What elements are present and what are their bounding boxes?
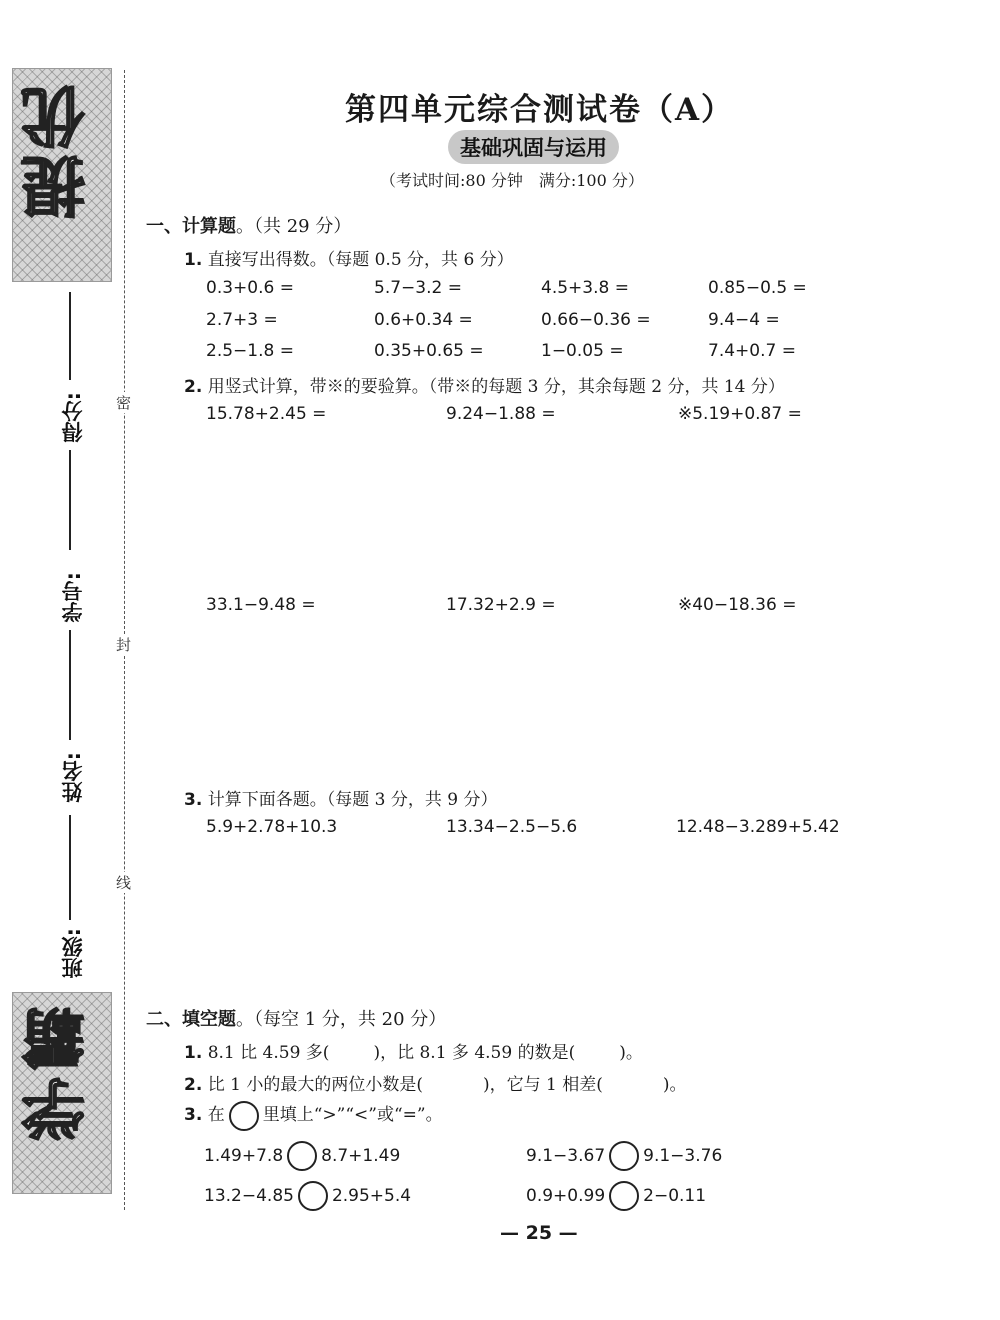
compare-left: 0.9+0.99 bbox=[526, 1186, 606, 1206]
section1-note: 。（共 29 分） bbox=[236, 216, 352, 237]
page-number: — 25 — bbox=[500, 1222, 578, 1244]
fill-q2-part-b: )，它与 1 相差( bbox=[482, 1075, 603, 1095]
mental-item: 2.5−1.8 = bbox=[206, 341, 294, 361]
fill-q2 bbox=[184, 1070, 687, 1095]
fill-q2-number: 2. bbox=[184, 1075, 203, 1095]
fill-q1 bbox=[184, 1038, 643, 1063]
fill-q2-part-a: 比 1 小的最大的两位小数是( bbox=[207, 1075, 423, 1095]
score-label: 得分: bbox=[61, 392, 85, 443]
q2-number: 2. bbox=[184, 377, 203, 397]
brand-top-box bbox=[12, 68, 112, 282]
seal-word-xian: 线 bbox=[116, 874, 132, 892]
mental-item: 1−0.05 = bbox=[541, 341, 624, 361]
mental-item: 0.35+0.65 = bbox=[374, 341, 484, 361]
name-label: 姓名: bbox=[61, 752, 85, 803]
circle-icon bbox=[229, 1101, 259, 1131]
step-calc-item: 5.9+2.78+10.3 bbox=[206, 817, 338, 837]
class-underline bbox=[69, 815, 71, 920]
mental-item: 9.4−4 = bbox=[708, 310, 780, 330]
compare-circle[interactable] bbox=[287, 1141, 317, 1171]
compare-right: 2.95+5.4 bbox=[331, 1186, 412, 1206]
mental-item: 0.3+0.6 = bbox=[206, 278, 294, 298]
fill-q3-number: 3. bbox=[184, 1105, 203, 1125]
fill-q1-part-a: 8.1 比 4.59 多( bbox=[207, 1043, 330, 1063]
fill-q1-part-b: )，比 8.1 多 4.59 的数是( bbox=[373, 1043, 576, 1063]
vertical-calc-item: 17.32+2.9 = bbox=[446, 595, 556, 615]
fill-q2-part-c: )。 bbox=[662, 1075, 687, 1095]
compare-left: 9.1−3.67 bbox=[526, 1146, 606, 1166]
name-underline bbox=[69, 630, 71, 740]
q1-number: 1. bbox=[184, 250, 203, 270]
score-underline bbox=[69, 292, 71, 380]
step-calc-item: 12.48−3.289+5.42 bbox=[676, 817, 840, 837]
class-label: 班级: bbox=[61, 928, 85, 979]
mental-item: 2.7+3 = bbox=[206, 310, 278, 330]
mental-item: 5.7−3.2 = bbox=[374, 278, 462, 298]
step-calc-item: 13.34−2.5−5.6 bbox=[446, 817, 578, 837]
compare-circle[interactable] bbox=[298, 1181, 328, 1211]
fill-q3 bbox=[184, 1100, 443, 1131]
mental-item: 0.6+0.34 = bbox=[374, 310, 473, 330]
exam-info: （考试时间:80 分钟 满分:100 分） bbox=[380, 171, 644, 190]
compare-right: 2−0.11 bbox=[643, 1186, 707, 1206]
fill-q1-part-c: )。 bbox=[619, 1043, 643, 1063]
brand-bottom-box bbox=[12, 992, 112, 1194]
brand-bottom-text: 学霸 bbox=[22, 1001, 96, 1141]
compare-item bbox=[204, 1141, 400, 1171]
compare-left: 13.2−4.85 bbox=[204, 1186, 294, 1206]
compare-circle[interactable] bbox=[609, 1181, 639, 1211]
mental-item: 0.85−0.5 = bbox=[708, 278, 807, 298]
seal-word-feng: 封 bbox=[116, 636, 132, 654]
q1-instruction bbox=[184, 245, 514, 270]
q2-text: 用竖式计算，带※的要验算。（带※的每题 3 分，其余每题 2 分，共 14 分） bbox=[207, 377, 785, 397]
q3-text: 计算下面各题。（每题 3 分，共 9 分） bbox=[207, 790, 498, 810]
section1-title: 一、计算题 bbox=[146, 216, 236, 237]
vertical-calc-item: 15.78+2.45 = bbox=[206, 404, 327, 424]
page-title: 第四单元综合测试卷（A） bbox=[345, 92, 735, 128]
mental-item: 4.5+3.8 = bbox=[541, 278, 629, 298]
q3-number: 3. bbox=[184, 790, 203, 810]
vertical-calc-item: 33.1−9.48 = bbox=[206, 595, 316, 615]
compare-right: 8.7+1.49 bbox=[321, 1146, 401, 1166]
compare-right: 9.1−3.76 bbox=[643, 1146, 723, 1166]
fill-q3-part-a: 在 bbox=[207, 1105, 225, 1125]
compare-left: 1.49+7.8 bbox=[204, 1146, 284, 1166]
compare-item bbox=[526, 1141, 722, 1171]
seal-word-mi: 密 bbox=[116, 394, 132, 412]
vertical-calc-item: ※5.19+0.87 = bbox=[678, 404, 802, 424]
compare-circle[interactable] bbox=[609, 1141, 639, 1171]
vertical-calc-item: 9.24−1.88 = bbox=[446, 404, 556, 424]
vertical-calc-item: ※40−18.36 = bbox=[678, 595, 797, 615]
fill-q1-number: 1. bbox=[184, 1043, 203, 1063]
brand-top-text: 提优 bbox=[22, 79, 96, 219]
category-badge: 基础巩固与运用 bbox=[448, 130, 619, 164]
student-id-underline bbox=[69, 450, 71, 550]
section2-note: 。（每空 1 分，共 20 分） bbox=[236, 1009, 447, 1030]
mental-item: 7.4+0.7 = bbox=[708, 341, 796, 361]
mental-item: 0.66−0.36 = bbox=[541, 310, 651, 330]
compare-item bbox=[204, 1181, 411, 1211]
student-id-label: 学号: bbox=[61, 572, 85, 623]
section2-title: 二、填空题 bbox=[146, 1009, 236, 1030]
section2-heading bbox=[146, 1005, 446, 1031]
q2-instruction bbox=[184, 372, 785, 397]
compare-item bbox=[526, 1181, 706, 1211]
q3-instruction bbox=[184, 785, 497, 810]
section1-heading bbox=[146, 212, 351, 238]
fill-q3-part-b: 里填上“>”“<”或“=”。 bbox=[262, 1105, 443, 1125]
q1-text: 直接写出得数。（每题 0.5 分，共 6 分） bbox=[207, 250, 514, 270]
